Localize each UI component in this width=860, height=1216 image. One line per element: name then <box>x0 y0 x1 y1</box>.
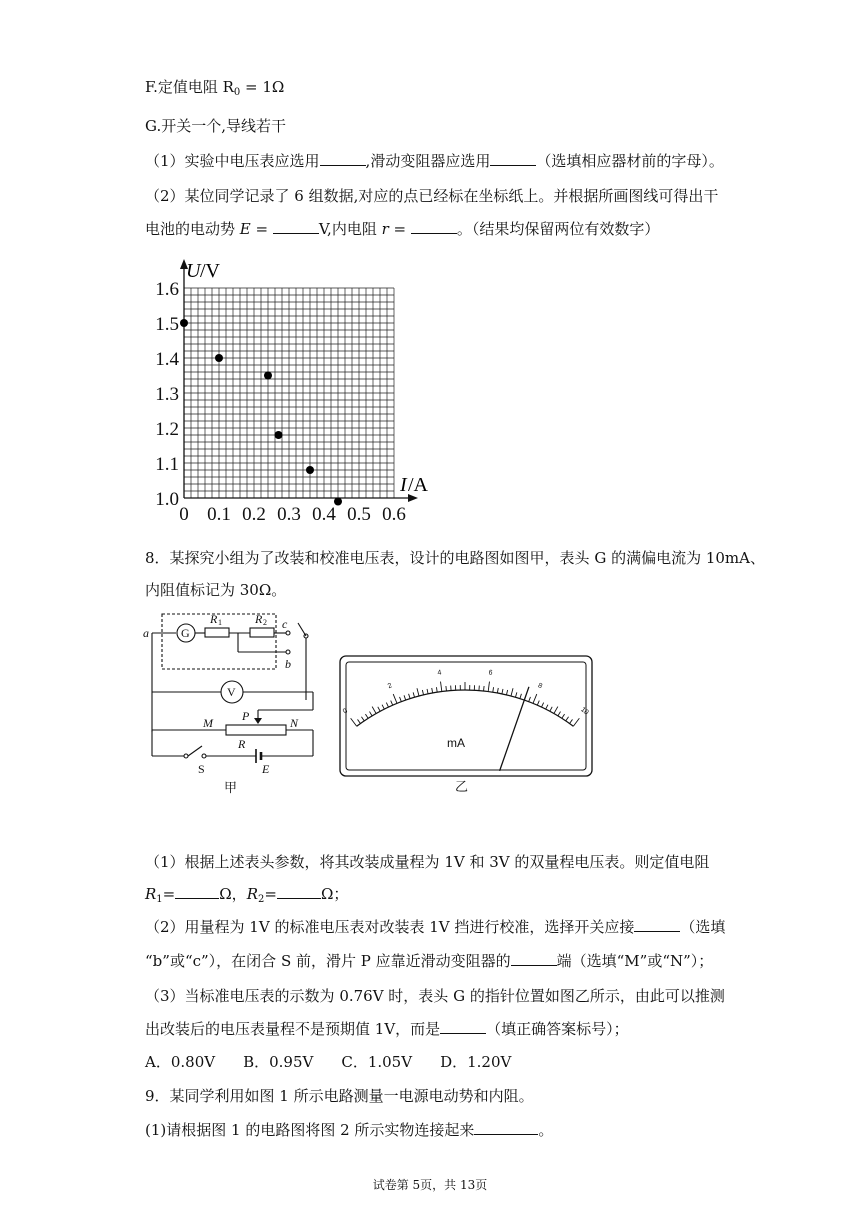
meter-outer-frame <box>340 656 592 776</box>
resistor-r1 <box>205 628 229 637</box>
meter-tick <box>562 714 565 718</box>
graph-axes <box>180 259 418 502</box>
meter-tick <box>506 690 507 695</box>
meter-tick <box>378 707 380 711</box>
q2-text-c: V,内电阻 <box>318 220 382 238</box>
meter-scale-label: 8 <box>536 682 544 691</box>
item-f-text: F.定值电阻 R <box>145 78 234 96</box>
meter-tick <box>422 690 423 695</box>
y-tick-label: 1.2 <box>155 419 179 440</box>
label-g: G <box>181 626 190 640</box>
meter-tick <box>520 694 522 699</box>
item-f-sub: 0 <box>233 87 241 98</box>
label-c: c <box>282 617 288 631</box>
p9-q1-text: (1)请根据图 1 的电路图将图 2 所示实物连接起来 <box>145 1121 475 1139</box>
answer-blank <box>634 917 680 932</box>
meter-scale-label: 4 <box>437 669 442 677</box>
y-axis-unit: /V <box>200 260 220 282</box>
q2-var-e: E <box>239 220 251 238</box>
q1-line <box>145 151 724 171</box>
graph-grid <box>184 288 394 498</box>
option-d: D．1.20V <box>440 1053 512 1071</box>
x-axis-var: I <box>400 474 407 496</box>
meter-tick <box>484 686 485 691</box>
meter-tick <box>529 697 531 702</box>
p8-q2-text-b: （选填 <box>680 918 726 936</box>
meter-tick <box>558 712 561 716</box>
meter-inner-frame <box>346 662 586 770</box>
page-footer: 试卷第 5页，共 13页 <box>372 1178 488 1192</box>
answer-blank <box>411 219 457 234</box>
q2-var-r: r <box>381 220 389 238</box>
data-point <box>215 354 223 362</box>
item-f <box>145 77 284 103</box>
q1-text-c: （选填相应器材前的字母）。 <box>536 152 724 170</box>
meter-tick <box>546 705 548 709</box>
terminal-b <box>286 650 290 654</box>
unit-ohm-2: Ω； <box>320 885 349 903</box>
x-tick-label: 0.5 <box>347 504 371 525</box>
answer-blank <box>277 884 321 899</box>
meter-tick <box>550 707 552 711</box>
label-m: M <box>203 716 213 730</box>
option-b: B．0.95V <box>243 1053 314 1071</box>
meter-tick <box>537 701 539 706</box>
label-a: a <box>143 626 149 640</box>
answer-blank <box>175 884 219 899</box>
p8-q2-line1 <box>145 917 725 937</box>
y-tick-label: 1.4 <box>155 349 179 370</box>
meter-tick <box>502 689 503 694</box>
meter-tick <box>488 682 489 692</box>
meter-needle <box>500 687 529 771</box>
var-r1-sub: 1 <box>156 894 163 905</box>
label-r1-sub: 1 <box>218 618 222 627</box>
meter-tick <box>351 718 357 726</box>
q2-text-e: 。（结果均保留两位有效数字） <box>456 220 660 238</box>
meter-tick <box>361 717 364 721</box>
x-tick-label: 0.6 <box>382 504 406 525</box>
data-point <box>264 372 272 380</box>
y-tick-label: 1.5 <box>155 314 179 335</box>
p8-q2-text-a: （2）用量程为 1V 的标准电压表对改装表 1V 挡进行校准，选择开关应接 <box>145 918 635 936</box>
meter-tick <box>542 703 544 708</box>
p8-line2: 内阻值标记为 30Ω。 <box>145 581 287 599</box>
label-n: N <box>290 716 299 730</box>
resistor-r2 <box>250 628 274 637</box>
meter-scale-label: 10 <box>579 706 590 717</box>
q1-text-b: ,滑动变阻器应选用 <box>365 152 491 170</box>
q2-line2 <box>145 219 659 239</box>
meter-tick <box>554 707 558 714</box>
label-r1: R <box>210 612 218 626</box>
meter-arc <box>357 690 574 726</box>
meter-tick <box>365 714 368 718</box>
q2-eq-1: = <box>250 220 273 238</box>
slider-arrow <box>254 718 262 724</box>
item-f-value: = 1Ω <box>240 78 285 96</box>
terminal-c <box>286 631 290 635</box>
caption-yi: 乙 <box>455 779 469 792</box>
meter-tick <box>446 686 447 691</box>
p8-q2-text-d: 端（选填“M”或“N”）； <box>556 952 714 970</box>
x-axis-unit: /A <box>408 474 428 496</box>
answer-blank <box>273 219 319 234</box>
meter-tick <box>566 717 569 721</box>
eq-sign: = <box>162 885 176 903</box>
p8-q2-text-c: “b”或“c”），在闭合 S 前，滑片 P 应靠近滑动变阻器的 <box>145 952 511 970</box>
p9-q1 <box>145 1120 553 1140</box>
data-point <box>334 498 342 506</box>
p9-q1-end: 。 <box>538 1121 554 1139</box>
data-point <box>180 319 188 327</box>
y-tick-label: 1.6 <box>155 279 179 300</box>
label-r2: R <box>255 612 263 626</box>
meter-tick <box>573 718 579 726</box>
meter-tick <box>404 695 406 700</box>
meter-tick <box>497 688 498 693</box>
meter-unit: mA <box>447 736 465 750</box>
var-r2-sub: 2 <box>257 894 265 905</box>
q2-text-a: 电池的电动势 <box>145 220 240 238</box>
answer-blank <box>474 1120 538 1135</box>
answer-blank <box>440 1019 486 1034</box>
meter-tick <box>400 697 402 702</box>
meter-tick <box>382 705 384 709</box>
var-r1: R <box>145 885 157 903</box>
y-tick-label: 1.3 <box>155 384 179 405</box>
p8-q2-line2 <box>145 951 713 971</box>
p8-q3-line1: （3）当标准电压表的示数为 0.76V 时，表头 G 的指针位置如图乙所示，由此可以推测 <box>145 987 725 1005</box>
meter-tick <box>417 688 419 696</box>
label-p: P <box>242 709 250 723</box>
meter-tick <box>493 687 494 692</box>
eq-sign: = <box>264 885 277 903</box>
q1-text-a: （1）实验中电压表应选用 <box>145 152 320 170</box>
selector-switch <box>298 623 306 636</box>
option-a: A．0.80V <box>145 1053 216 1071</box>
x-tick-label: 0.4 <box>312 504 336 525</box>
label-v: V <box>227 685 236 699</box>
meter-tick <box>391 701 393 706</box>
milliammeter-dial <box>335 652 595 792</box>
p8-line1: 8．某探究小组为了改装和校准电压表，设计的电路图如图甲，表头 G 的满偏电流为 10mA、 <box>145 549 765 567</box>
q2-line1: （2）某位同学记录了 6 组数据,对应的点已经标在坐标纸上。并根据所画图线可得出干 <box>145 187 719 205</box>
caption-jia: 甲 <box>224 780 238 795</box>
meter-tick <box>409 694 411 699</box>
y-tick-label: 1.0 <box>155 489 179 510</box>
rheostat-symbol <box>226 725 286 735</box>
data-point <box>275 431 283 439</box>
label-r2-sub: 2 <box>263 618 267 627</box>
meter-tick <box>393 694 397 703</box>
meter-scale-label: 6 <box>488 669 493 677</box>
unit-ohm-1: Ω， <box>219 885 247 903</box>
meter-tick <box>511 688 513 696</box>
label-s: S <box>198 762 205 776</box>
x-tick-label: 0 <box>179 504 189 525</box>
x-tick-label: 0.3 <box>277 504 301 525</box>
meter-tick <box>570 719 573 723</box>
meter-tick <box>372 707 376 714</box>
meter-tick <box>358 719 361 723</box>
meter-tick <box>533 694 537 703</box>
option-c: C．1.05V <box>341 1053 413 1071</box>
x-tick-label: 0.2 <box>242 504 266 525</box>
answer-blank <box>511 951 557 966</box>
y-axis-var: U <box>186 260 201 282</box>
meter-tick <box>386 703 388 708</box>
meter-tick <box>441 682 442 692</box>
circuit-diagram <box>140 606 325 796</box>
meter-scale-label: 2 <box>386 682 394 691</box>
answer-blank <box>490 151 536 166</box>
p8-q1-line1: （1）根据上述表头参数，将其改装成量程为 1V 和 3V 的双量程电压表。则定值电阻 <box>145 853 710 871</box>
switch-s <box>188 746 202 756</box>
data-point <box>306 466 314 474</box>
label-r: R <box>238 737 246 751</box>
meter-scale-label: 0 <box>341 707 350 716</box>
item-g: G.开关一个,导线若干 <box>145 117 286 135</box>
answer-blank <box>320 151 366 166</box>
p8-q1-line2 <box>145 884 348 910</box>
u-i-graph <box>140 255 440 530</box>
label-e: E <box>262 762 270 776</box>
meter-tick <box>432 688 433 693</box>
y-tick-label: 1.1 <box>155 454 179 475</box>
meter-tick <box>369 712 372 716</box>
p8-q3-line2 <box>145 1019 629 1039</box>
meter-tick <box>436 687 437 692</box>
p8-q3-text-a: 出改装后的电压表量程不是预期值 1V，而是 <box>145 1020 441 1038</box>
var-r2: R <box>246 885 258 903</box>
meter-tick <box>427 689 428 694</box>
q2-eq-2: = <box>388 220 411 238</box>
p8-q3-text-b: （填正确答案标号）； <box>486 1020 629 1038</box>
meter-tick <box>515 692 516 697</box>
p8-options <box>145 1052 511 1072</box>
meter-tick <box>413 692 414 697</box>
label-b: b <box>285 657 291 671</box>
p9-line1: 9．某同学利用如图 1 所示电路测量一电源电动势和内阻。 <box>145 1087 534 1105</box>
meter-scale <box>342 669 590 770</box>
x-tick-label: 0.1 <box>207 504 231 525</box>
